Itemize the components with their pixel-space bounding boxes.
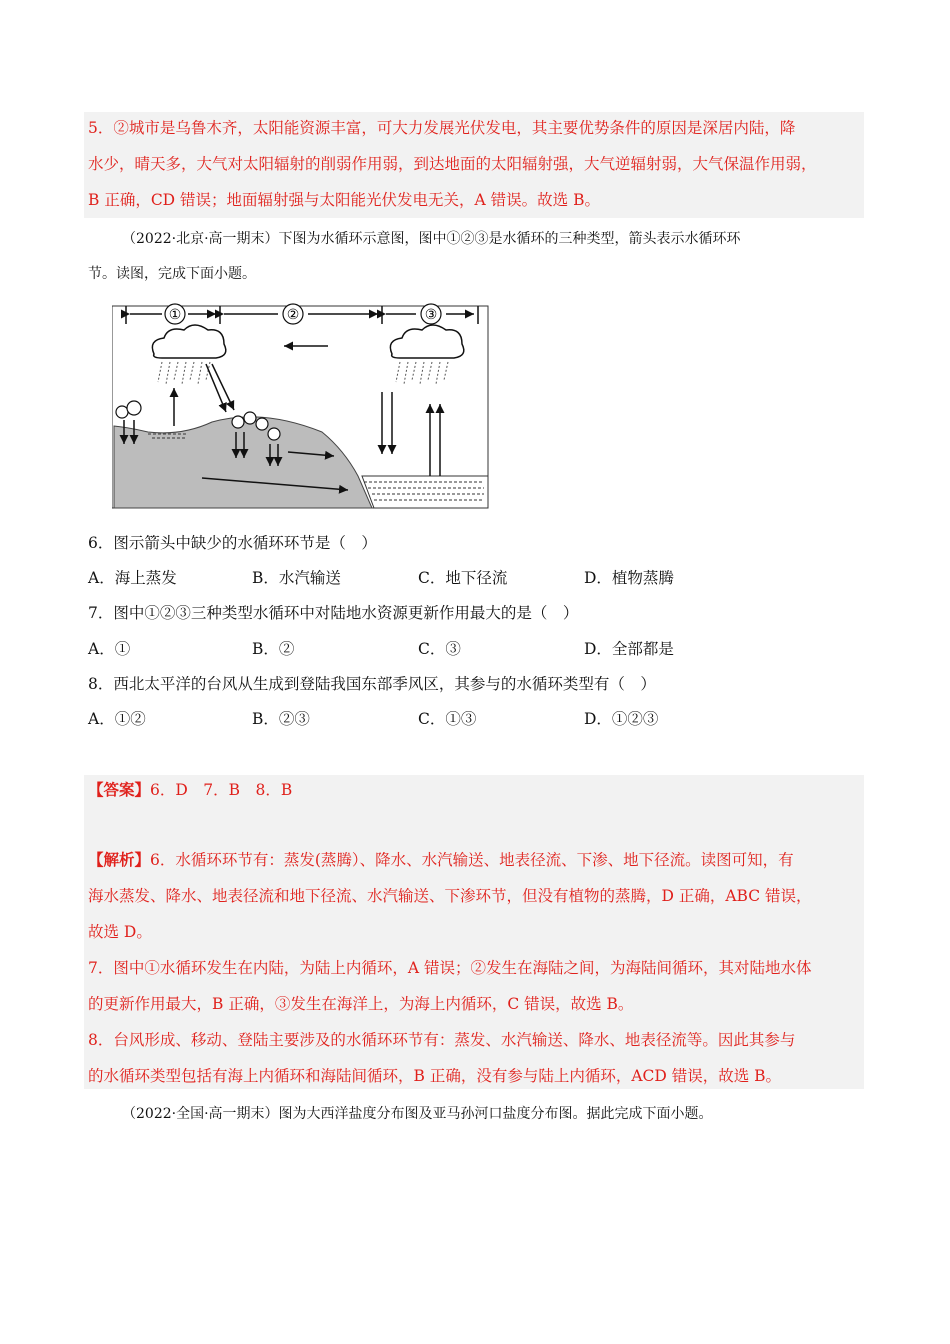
source-intro-beijing-line-2: 节。读图，完成下面小题。: [88, 266, 256, 282]
source-intro-beijing-line-1: （2022·北京·高一期末）下图为水循环示意图，图中①②③是水循环的三种类型，箭头表示水循环环: [122, 231, 741, 247]
analysis-q8-line-1: 8．台风形成、移动、登陆主要涉及的水循环环节有：蒸发、水汽输送、降水、地表径流等。因此其参与: [88, 1031, 796, 1049]
q6-option-c[interactable]: C．地下径流: [418, 569, 508, 587]
analysis-q6-text-1: 6．水循环环节有：蒸发(蒸腾）、降水、水汽输送、地表径流、下渗、地下径流。读图可知，有: [150, 851, 794, 869]
label-3: ③: [424, 307, 438, 323]
q8-option-c[interactable]: C．①③: [418, 710, 477, 728]
label-1: ①: [168, 307, 182, 323]
answer-line: [88, 779, 292, 801]
q6-option-a[interactable]: A．海上蒸发: [88, 569, 177, 587]
q5-explanation-line-1: 5．②城市是乌鲁木齐，太阳能资源丰富，可大力发展光伏发电，其主要优势条件的原因是深居内陆，降: [88, 119, 796, 137]
q6-option-b[interactable]: B．水汽输送: [252, 569, 341, 587]
q7-option-a[interactable]: A．①: [88, 640, 131, 658]
q7-option-b[interactable]: B．②: [252, 640, 295, 658]
source-intro-national: （2022·全国·高一期末）图为大西洋盐度分布图及亚马孙河口盐度分布图。据此完成下面小题。: [122, 1106, 713, 1122]
q7-option-d[interactable]: D．全部都是: [584, 640, 674, 658]
q7-option-c[interactable]: C．③: [418, 640, 461, 658]
q8-option-a[interactable]: A．①②: [88, 710, 146, 728]
analysis-q8-line-2: 的水循环类型包括有海上内循环和海陆间循环，B 正确，没有参与陆上内循环，ACD 错误，故选 B。: [88, 1067, 782, 1085]
q5-explanation-line-3: B 正确，CD 错误；地面辐射强与太阳能光伏发电无关，A 错误。故选 B。: [88, 191, 600, 209]
answer-text: 6．D 7．B 8．B: [150, 781, 293, 799]
analysis-q6-line-1: [88, 849, 794, 871]
answer-tag: 【答案】: [88, 780, 151, 799]
question-7-stem: 7．图中①②③三种类型水循环中对陆地水资源更新作用最大的是（ ）: [88, 604, 579, 622]
analysis-q6-line-3: 故选 D。: [88, 923, 152, 941]
analysis-tag: 【解析】: [88, 850, 151, 869]
label-2: ②: [286, 307, 300, 323]
analysis-q6-line-2: 海水蒸发、降水、地表径流和地下径流、水汽输送、下渗环节，但没有植物的蒸腾，D 正确，ABC 错误，: [88, 887, 812, 905]
ocean-area: [362, 476, 488, 508]
q6-option-d[interactable]: D．植物蒸腾: [584, 569, 674, 587]
question-6-stem: 6．图示箭头中缺少的水循环环节是（ ）: [88, 534, 377, 552]
q8-option-d[interactable]: D．①②③: [584, 710, 659, 728]
analysis-q7-line-1: 7．图中①水循环发生在内陆，为陆上内循环，A 错误；②发生在海陆之间，为海陆间循环，其对陆地水体: [88, 959, 812, 977]
q5-explanation-line-2: 水少，晴天多，大气对太阳辐射的削弱作用弱，到达地面的太阳辐射强，大气逆辐射弱，大气保温作用弱，: [88, 155, 817, 173]
analysis-q7-line-2: 的更新作用最大，B 正确，③发生在海洋上，为海上内循环，C 错误，故选 B。: [88, 995, 634, 1013]
water-cycle-diagram: [112, 300, 490, 510]
question-8-stem: 8．西北太平洋的台风从生成到登陆我国东部季风区，其参与的水循环类型有（ ）: [88, 675, 656, 693]
q8-option-b[interactable]: B．②③: [252, 710, 310, 728]
